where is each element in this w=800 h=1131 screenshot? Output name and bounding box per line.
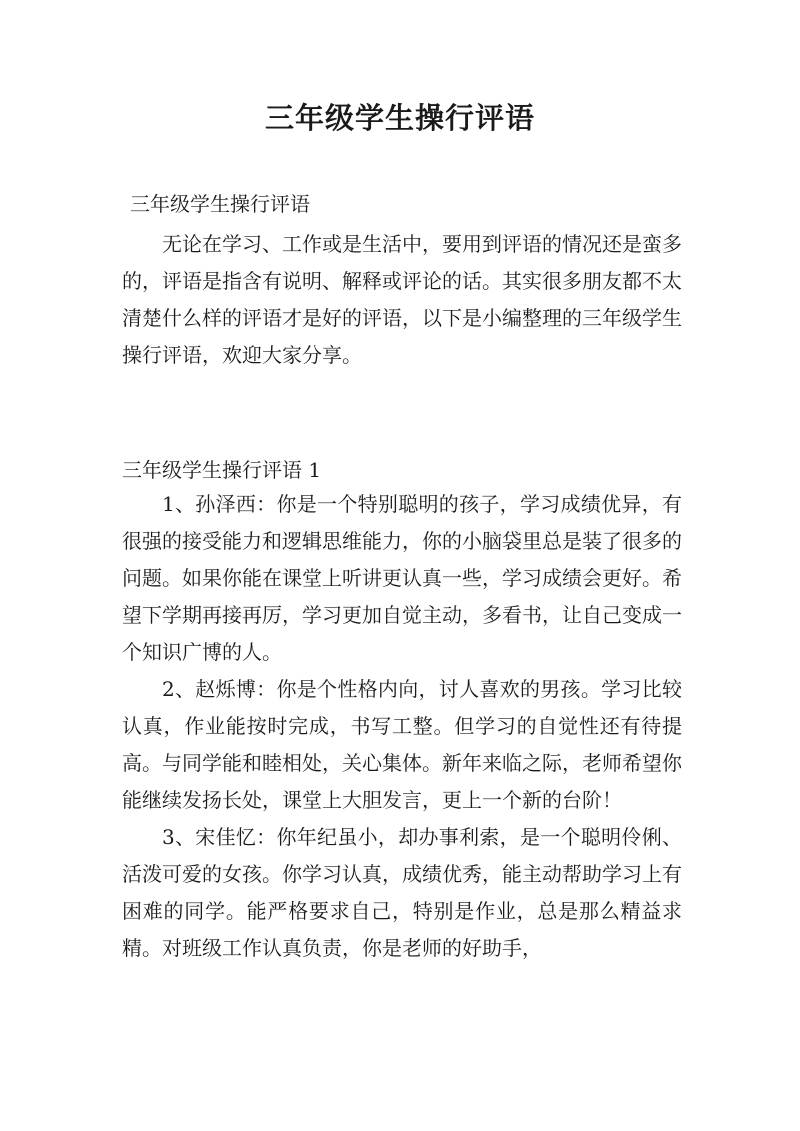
comment-item: 1、孙泽西：你是一个特别聪明的孩子，学习成绩优异，有很强的接受能力和逻辑思维能力，你的小脑袋里总是装了很多的问题。如果你能在课堂上听讲更认真一些，学习成绩会更好。希望下学期再接再厉，学习更加自觉主动，多看书，让自己变成一个知识广博的人。 bbox=[122, 492, 682, 664]
intro-paragraph bbox=[122, 226, 682, 374]
intro-text: 无论在学习、工作或是生活中，要用到评语的情况还是蛮多的，评语是指含有说明、解释或评论的话。其实很多朋友都不太清楚什么样的评语才是好的评语，以下是小编整理的三年级学生操行评语，欢迎大家分享。 bbox=[122, 232, 682, 367]
comment-item: 2、赵烁博：你是个性格内向，讨人喜欢的男孩。学习比较认真，作业能按时完成，书写工整。但学习的自觉性还有待提高。与同学能和睦相处，关心集体。新年来临之际，老师希望你能继续发扬长处，课堂上大胆发言，更上一个新的台阶！ bbox=[122, 677, 682, 812]
subtitle-text: 三年级学生操行评语 bbox=[130, 192, 310, 216]
comment-list bbox=[122, 486, 682, 967]
section-heading-text: 三年级学生操行评语 1 bbox=[122, 458, 322, 482]
document-title: 三年级学生操行评语 bbox=[264, 101, 535, 135]
section-heading bbox=[122, 452, 682, 489]
comment-item: 3、宋佳忆：你年纪虽小，却办事利索，是一个聪明伶俐、活泼可爱的女孩。你学习认真，成绩优秀，能主动帮助学习上有困难的同学。能严格要求自己，特别是作业，总是那么精益求精。对班级工作认真负责，你是老师的好助手， bbox=[122, 825, 682, 960]
document-subtitle bbox=[130, 186, 690, 223]
